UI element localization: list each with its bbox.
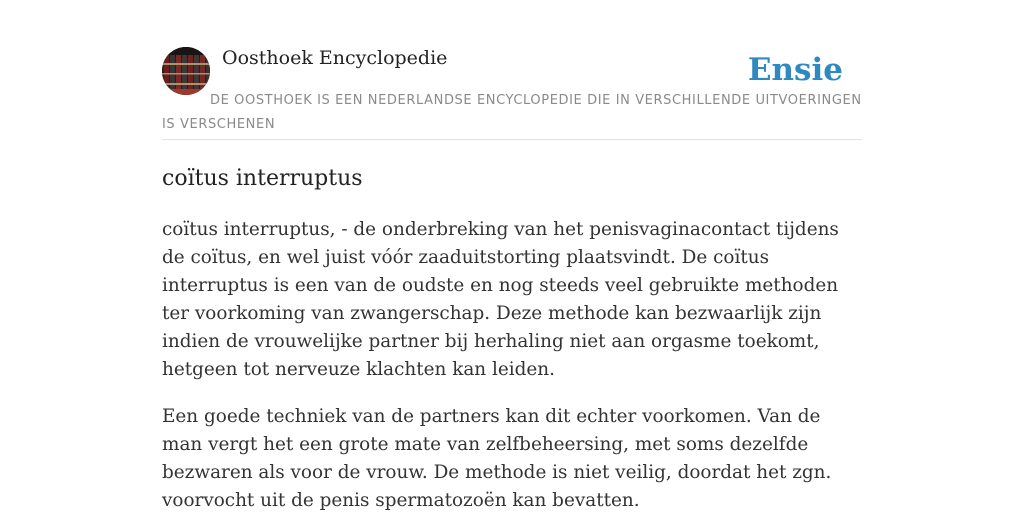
article-paragraph: coïtus interruptus, - de onderbreking van het penisvaginacontact tijdens de coïtus, en wel juist vóór zaaduitstorting plaatsvindt. De coïtus interruptus is een van de oudste en nog steeds veel gebruikte methoden ter voorkoming van zwangerschap. Deze methode kan bezwaarlijk zijn indien de vrouwelijke partner bij herhaling niet aan orgasme toekomt, hetgeen tot nerveuze klachten kan leiden. [162,219,839,380]
header-divider [162,139,862,140]
article-body [162,216,862,512]
article-paragraph: Een goede techniek van de partners kan dit echter voorkomen. Van de man vergt het een grote mate van zelfbeheersing, met soms dezelfde bezwaren als voor de vrouw. De methode is niet veilig, doordat het zgn. voorvocht uit de penis spermatozoën kan bevatten. [162,406,832,511]
site-title[interactable]: Oosthoek Encyclopedie [222,47,448,69]
encyclopedia-books-icon [162,47,210,95]
avatar[interactable] [162,47,210,95]
brand-logo[interactable]: Ensie [747,52,843,88]
site-tagline: DE OOSTHOEK IS EEN NEDERLANDSE ENCYCLOPEDIE DIE IN VERSCHILLENDE UITVOERINGEN IS VERSCHENEN [162,93,862,132]
article-title: coïtus interruptus [162,166,363,191]
